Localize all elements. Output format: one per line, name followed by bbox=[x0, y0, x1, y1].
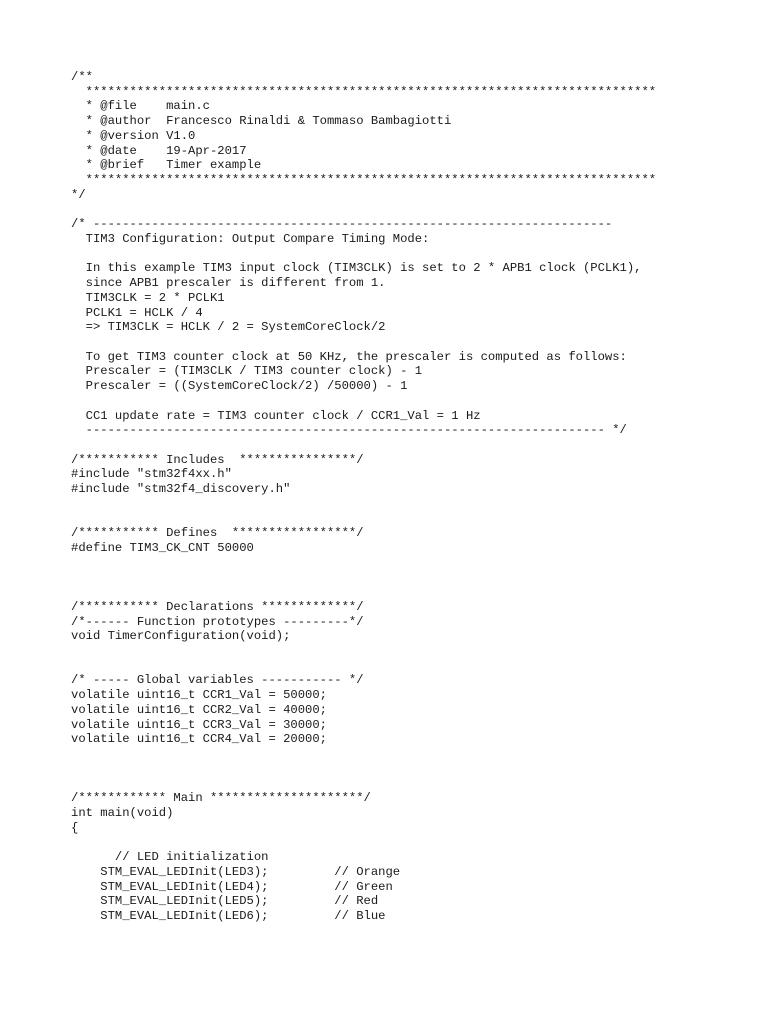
code-line bbox=[71, 659, 751, 674]
code-line: ----------------------------------------------------------------------- */ bbox=[71, 423, 627, 438]
code-line: int main(void) bbox=[71, 805, 174, 820]
code-line bbox=[71, 512, 751, 527]
code-line: #include "stm32f4xx.h" bbox=[71, 467, 232, 482]
code-line bbox=[71, 570, 751, 585]
code-line: CC1 update rate = TIM3 counter clock / CCR1_Val = 1 Hz bbox=[71, 408, 481, 423]
code-line: volatile uint16_t CCR2_Val = 40000; bbox=[71, 702, 327, 717]
code-line: In this example TIM3 input clock (TIM3CLK) is set to 2 * APB1 clock (PCLK1), bbox=[71, 261, 642, 276]
code-line bbox=[71, 247, 751, 262]
code-line bbox=[71, 497, 751, 512]
code-line: => TIM3CLK = HCLK / 2 = SystemCoreClock/2 bbox=[71, 320, 386, 335]
code-line: since APB1 prescaler is different from 1. bbox=[71, 276, 386, 291]
code-line: #include "stm32f4_discovery.h" bbox=[71, 482, 291, 497]
code-line: * @date 19-Apr-2017 bbox=[71, 143, 247, 158]
code-line: /* ----------------------------------------------------------------------- bbox=[71, 217, 613, 232]
code-line: // LED initialization bbox=[71, 850, 269, 865]
code-line: Prescaler = (TIM3CLK / TIM3 counter clock) - 1 bbox=[71, 364, 423, 379]
code-line: volatile uint16_t CCR1_Val = 50000; bbox=[71, 688, 327, 703]
code-line: * @brief Timer example bbox=[71, 158, 262, 173]
code-line bbox=[71, 556, 751, 571]
code-line bbox=[71, 777, 751, 792]
code-line: TIM3CLK = 2 * PCLK1 bbox=[71, 290, 225, 305]
code-line bbox=[71, 438, 751, 453]
code-line: /** bbox=[71, 70, 93, 84]
code-line: STM_EVAL_LEDInit(LED3); // Orange bbox=[71, 864, 401, 879]
code-line: */ bbox=[71, 187, 86, 202]
code-line: /*********** Defines *****************/ bbox=[71, 526, 364, 541]
code-line: ****************************************************************************** bbox=[71, 173, 657, 188]
code-line: PCLK1 = HCLK / 4 bbox=[71, 305, 203, 320]
code-line: { bbox=[71, 820, 79, 835]
code-line: STM_EVAL_LEDInit(LED5); // Red bbox=[71, 894, 379, 909]
code-line bbox=[71, 747, 751, 762]
code-line: #define TIM3_CK_CNT 50000 bbox=[71, 541, 254, 555]
code-line bbox=[71, 585, 751, 600]
code-line: void TimerConfiguration(void); bbox=[71, 629, 291, 644]
code-line: * @version V1.0 bbox=[71, 128, 196, 143]
code-line bbox=[71, 644, 751, 659]
code-line: STM_EVAL_LEDInit(LED4); // Green bbox=[71, 879, 393, 894]
code-line: STM_EVAL_LEDInit(LED6); // Blue bbox=[71, 908, 386, 923]
code-line: /*------ Function prototypes ---------*/ bbox=[71, 614, 364, 629]
code-line: To get TIM3 counter clock at 50 KHz, the prescaler is computed as follows: bbox=[71, 349, 627, 364]
code-line: * @author Francesco Rinaldi & Tommaso Bambagiotti bbox=[71, 114, 452, 129]
code-line: volatile uint16_t CCR3_Val = 30000; bbox=[71, 717, 327, 732]
code-line bbox=[71, 202, 751, 217]
code-line bbox=[71, 335, 751, 350]
code-line: ****************************************************************************** bbox=[71, 84, 657, 99]
code-line: TIM3 Configuration: Output Compare Timing Mode: bbox=[71, 231, 430, 246]
code-line: /*********** Includes ****************/ bbox=[71, 452, 364, 467]
code-line: Prescaler = ((SystemCoreClock/2) /50000) - 1 bbox=[71, 379, 408, 394]
code-line bbox=[71, 394, 751, 409]
code-line: volatile uint16_t CCR4_Val = 20000; bbox=[71, 732, 327, 747]
code-line: /* ----- Global variables ----------- */ bbox=[71, 673, 364, 688]
code-line: /*********** Declarations *************/ bbox=[71, 599, 364, 614]
code-line bbox=[71, 762, 751, 777]
code-line bbox=[71, 835, 751, 850]
code-line: * @file main.c bbox=[71, 99, 210, 114]
source-code-block bbox=[71, 70, 751, 924]
code-line: /************ Main *********************/ bbox=[71, 791, 371, 806]
